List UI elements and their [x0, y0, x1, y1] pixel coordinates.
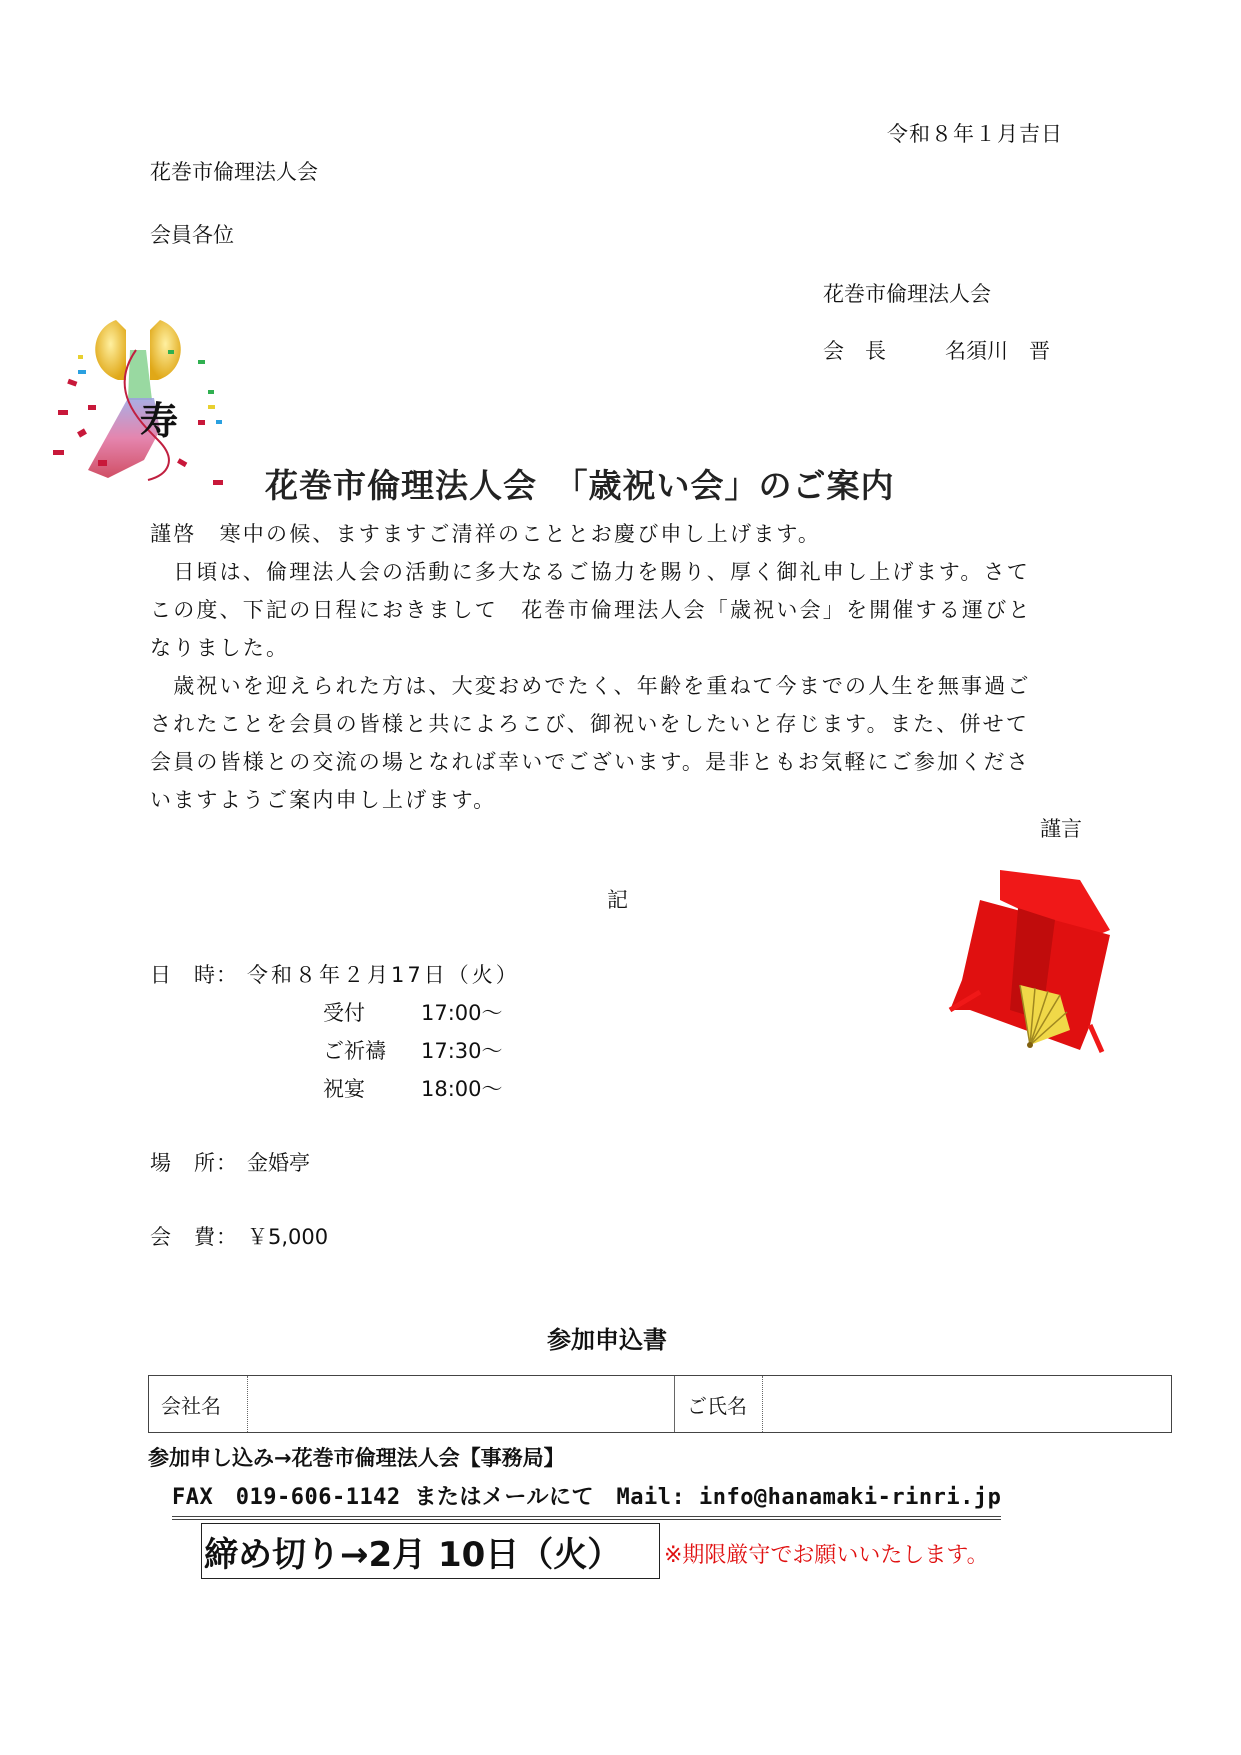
fukusa-fan-icon: [940, 860, 1110, 1055]
addressee: 会員各位: [150, 223, 234, 247]
fee-label: 会 費：: [150, 1225, 238, 1249]
sender-name: 名須川 晋: [945, 339, 1050, 363]
body-line: 日頃は、倫理法人会の活動に多大なるご協力を賜り、厚く御礼申し上げます。さて: [150, 560, 1030, 584]
sender-title: 会 長: [823, 339, 886, 363]
schedule-time: 17:00～: [421, 1001, 503, 1025]
deadline-text: 締め切り→2月 10日（火）: [204, 1534, 622, 1575]
place-value: 金婚亭: [247, 1151, 310, 1175]
addressee-org: 花巻市倫理法人会: [150, 160, 318, 184]
body-line: されたことを会員の皆様と共によろこび、御祝いをしたいと存じます。また、併せて: [150, 712, 1030, 736]
deadline-note: ※期限厳守でお願いいたします。: [664, 1543, 989, 1568]
place-label: 場 所：: [150, 1151, 238, 1175]
name-label: ご氏名: [687, 1393, 747, 1418]
company-label-cell: [149, 1376, 248, 1432]
schedule-time: 18:00～: [421, 1077, 503, 1101]
body-line: なりました。: [150, 636, 290, 660]
ki-heading: 記: [607, 888, 628, 912]
body-line: 歳祝いを迎えられた方は、大変おめでたく、年齢を重ねて今までの人生を無事過ご: [150, 674, 1031, 698]
closing: 謹言: [1040, 817, 1082, 841]
kotobuki-illustration: [48, 310, 238, 490]
body-line: いますようご案内申し上げます。: [150, 788, 497, 812]
gift-illustration: [940, 860, 1110, 1055]
name-label-cell: [675, 1376, 763, 1432]
datetime-value: 令和８年２月17日（火）: [247, 963, 520, 987]
schedule-time: 17:30～: [421, 1039, 503, 1063]
application-form-table: [148, 1375, 1172, 1433]
kotobuki-char: 寿: [140, 399, 179, 443]
office-line: 参加申し込み→花巻市倫理法人会【事務局】: [148, 1446, 565, 1470]
letter-date: 令和８年１月吉日: [887, 122, 1063, 146]
company-label: 会社名: [161, 1393, 221, 1418]
deadline-box: [201, 1523, 660, 1579]
body-line: 会員の皆様との交流の場となれば幸いでございます。是非ともお気軽にご参加くださ: [150, 750, 1030, 774]
page-title: 花巻市倫理法人会 「歳祝い会」のご案内: [265, 466, 895, 505]
body-line: この度、下記の日程におきまして 花巻市倫理法人会「歳祝い会」を開催する運びと: [150, 598, 1032, 622]
schedule-label: 祝宴: [323, 1077, 365, 1101]
form-title: 参加申込書: [547, 1326, 667, 1354]
fee-value: ￥5,000: [247, 1225, 329, 1249]
contact-line: FAX 019-606-1142 またはメールにて Mail: info@hanamaki-rinri.jp: [172, 1480, 1001, 1520]
schedule-label: ご祈禱: [323, 1039, 386, 1063]
sender-org: 花巻市倫理法人会: [823, 282, 991, 306]
datetime-label: 日 時：: [150, 963, 238, 987]
schedule-label: 受付: [323, 1001, 365, 1025]
body-line: 謹啓 寒中の候、ますますご清祥のこととお慶び申し上げます。: [150, 522, 822, 546]
company-field[interactable]: [248, 1376, 675, 1432]
name-field[interactable]: [763, 1376, 1171, 1432]
